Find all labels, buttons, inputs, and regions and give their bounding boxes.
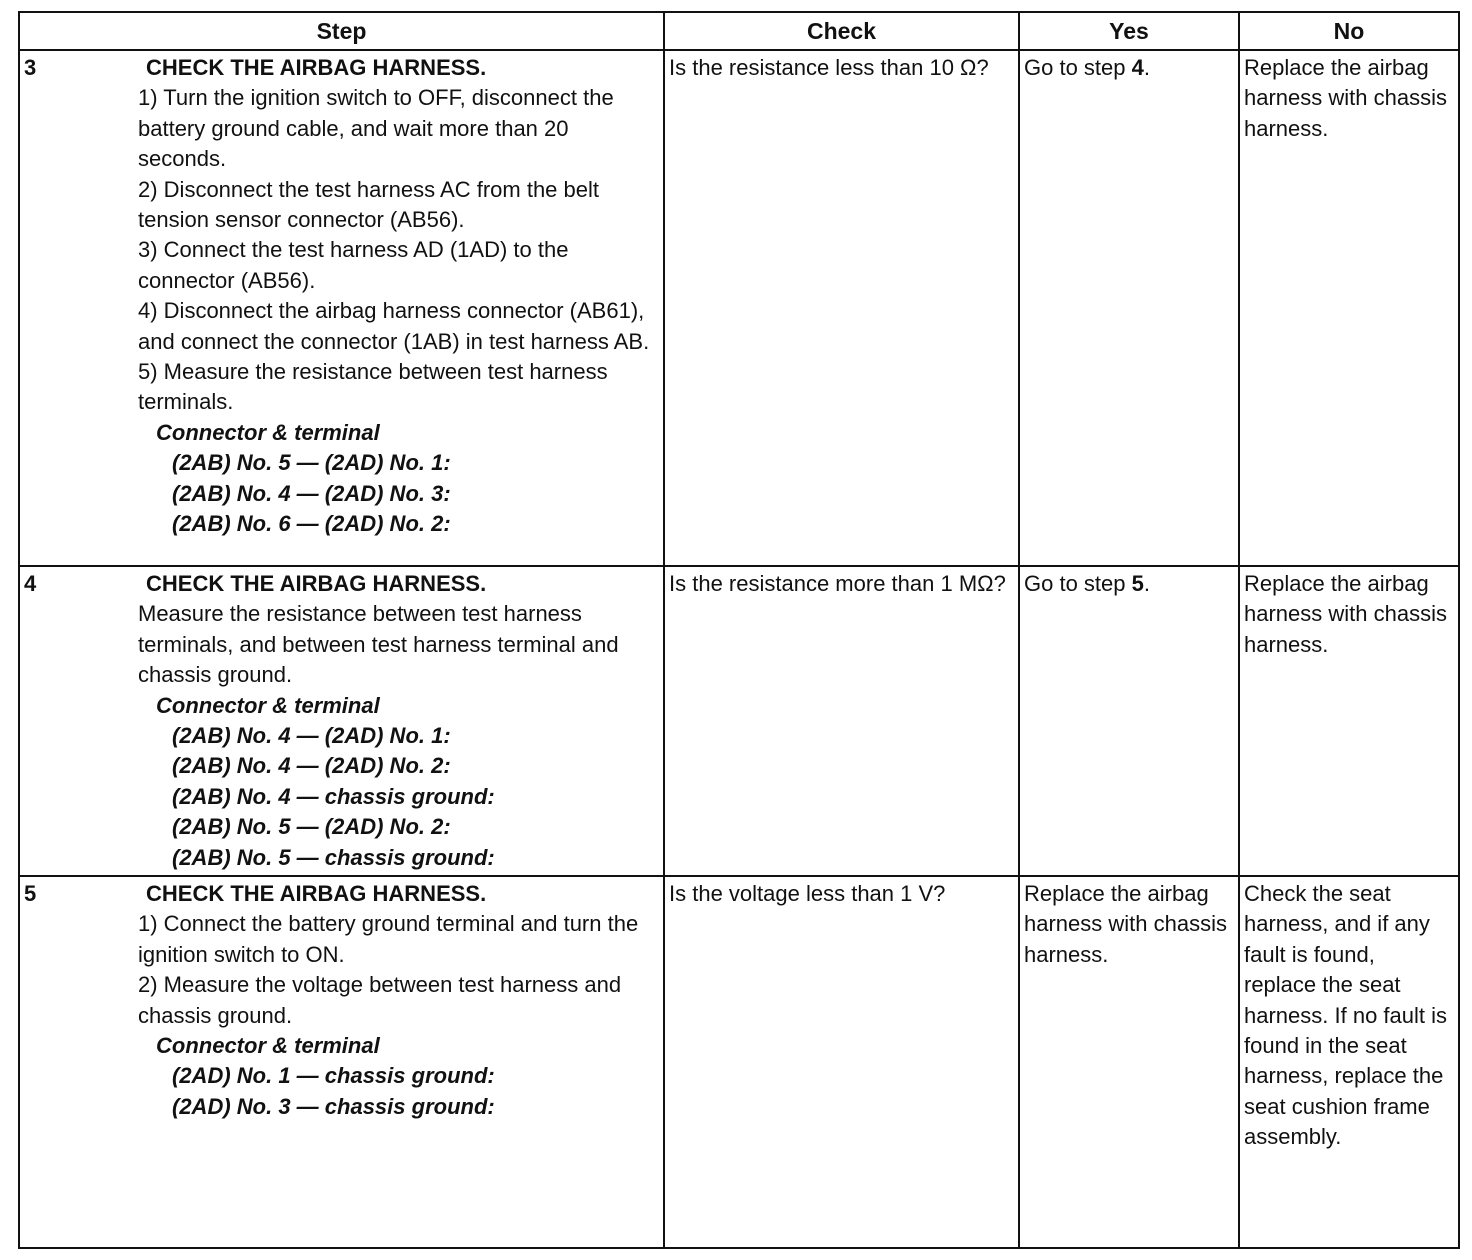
check-cell: Is the resistance less than 10 Ω?: [664, 50, 1019, 566]
yes-cell: [1019, 50, 1239, 566]
yes-step-number: 4: [1131, 55, 1144, 80]
instruction: Measure the resistance between test harness terminals, and between test harness terminal and chassis ground.: [138, 601, 619, 688]
table-row: [19, 566, 1459, 876]
yes-cell: [1019, 566, 1239, 876]
check-cell: Is the voltage less than 1 V?: [664, 876, 1019, 1248]
instruction: 1) Turn the ignition switch to OFF, disconnect the battery ground cable, and wait more than 20 seconds.: [138, 85, 614, 172]
connector-subheading: Connector & terminal: [156, 419, 380, 445]
step-title: CHECK THE AIRBAG HARNESS.: [146, 881, 487, 906]
yes-step-number: 5: [1131, 571, 1144, 596]
connector-subheading: Connector & terminal: [156, 1033, 380, 1059]
step-number: 3: [24, 55, 37, 80]
no-cell: Replace the airbag harness with chassis harness.: [1239, 50, 1459, 566]
header-yes: Yes: [1019, 12, 1239, 50]
header-row: [19, 12, 1459, 50]
step-cell: [19, 876, 664, 1248]
instruction: 2) Measure the voltage between test harness and chassis ground.: [138, 972, 622, 1028]
terminal-pair: (2AB) No. 4 — (2AD) No. 1:: [172, 723, 451, 749]
header-no: No: [1239, 12, 1459, 50]
step-title: CHECK THE AIRBAG HARNESS.: [146, 571, 487, 596]
terminal-pair: (2AB) No. 5 — (2AD) No. 1:: [172, 450, 451, 476]
terminal-pair: (2AB) No. 4 — chassis ground:: [172, 783, 495, 809]
diagnostic-table: [18, 11, 1460, 1249]
connector-subheading: Connector & terminal: [156, 692, 380, 718]
terminal-pair: (2AB) No. 6 — (2AD) No. 2:: [172, 511, 451, 537]
header-check: Check: [664, 12, 1019, 50]
yes-suffix: .: [1143, 571, 1150, 596]
instruction: 4) Disconnect the airbag harness connector (AB61), and connect the connector (1AB) in test harness AB.: [138, 298, 650, 354]
step-cell: [19, 50, 664, 566]
step-number: 4: [24, 571, 37, 596]
instruction: 2) Disconnect the test harness AC from the belt tension sensor connector (AB56).: [138, 176, 600, 233]
terminal-pair: (2AB) No. 4 — (2AD) No. 3:: [172, 480, 451, 506]
yes-prefix: Go to step: [1024, 55, 1132, 80]
yes-cell: Replace the airbag harness with chassis harness.: [1019, 876, 1239, 1248]
instruction: 5) Measure the resistance between test harness terminals.: [138, 359, 608, 415]
terminal-pair: (2AD) No. 3 — chassis ground:: [172, 1093, 495, 1119]
instruction: 1) Connect the battery ground terminal and turn the ignition switch to ON.: [138, 911, 639, 967]
terminal-pair: (2AB) No. 4 — (2AD) No. 2:: [172, 753, 451, 779]
step-title: CHECK THE AIRBAG HARNESS.: [146, 55, 487, 80]
terminal-pair: (2AB) No. 5 — (2AD) No. 2:: [172, 814, 451, 840]
instruction: 3) Connect the test harness AD (1AD) to the connector (AB56).: [138, 237, 569, 293]
yes-prefix: Go to step: [1024, 571, 1132, 596]
table-row: [19, 50, 1459, 566]
no-cell: Replace the airbag harness with chassis harness.: [1239, 566, 1459, 876]
terminal-pair: (2AB) No. 5 — chassis ground:: [172, 844, 495, 870]
step-number: 5: [24, 881, 37, 906]
header-step: Step: [19, 12, 664, 50]
no-cell: Check the seat harness, and if any fault is found, replace the seat harness. If no fault is found in the seat harness, replace the seat cushion frame assembly.: [1239, 876, 1459, 1248]
yes-suffix: .: [1143, 55, 1150, 80]
check-cell: Is the resistance more than 1 MΩ?: [664, 566, 1019, 876]
terminal-pair: (2AD) No. 1 — chassis ground:: [172, 1063, 495, 1089]
table-row: [19, 876, 1459, 1248]
step-cell: [19, 566, 664, 876]
